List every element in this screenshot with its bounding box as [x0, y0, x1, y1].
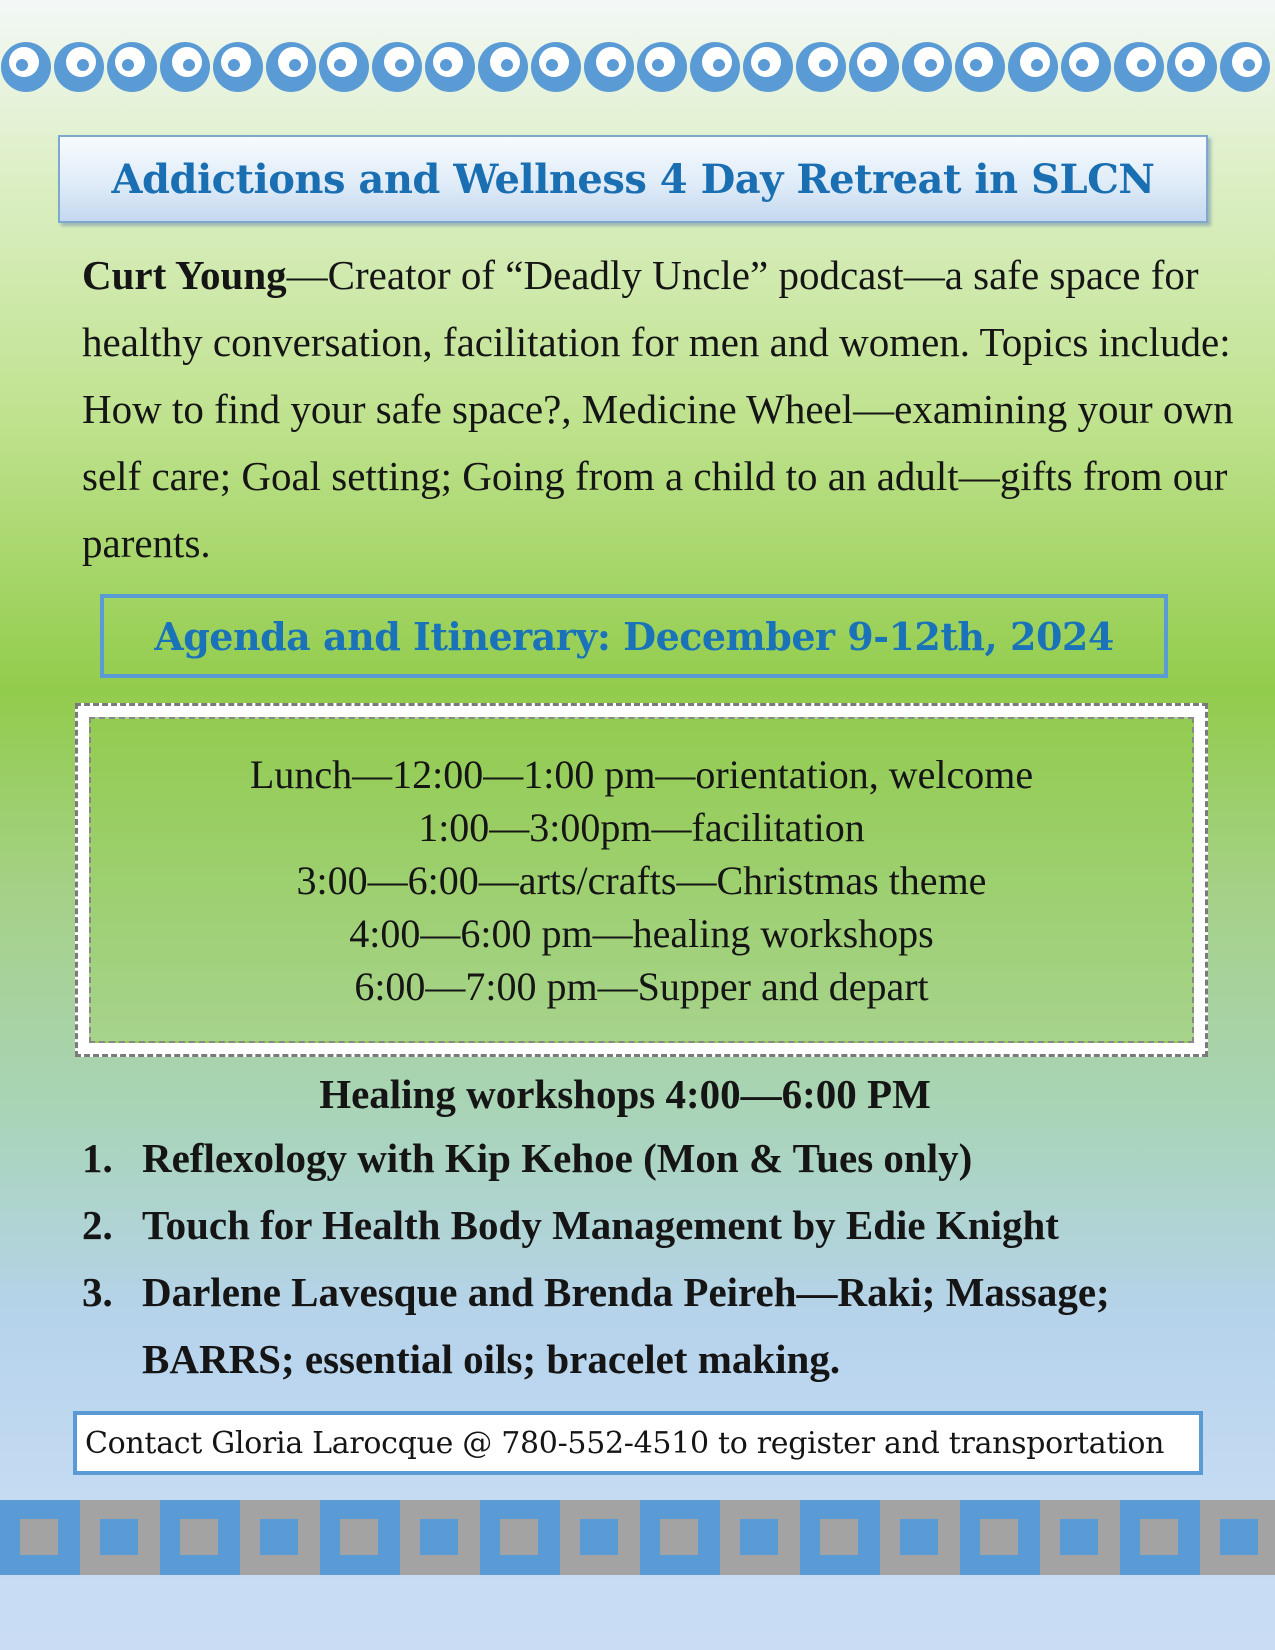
- square-ornament: [240, 1500, 320, 1575]
- square-ornament: [480, 1500, 560, 1575]
- page-title: Addictions and Wellness 4 Day Retreat in SLCN: [111, 155, 1155, 203]
- title-banner: [58, 135, 1208, 223]
- wave-ornament: [1220, 42, 1270, 92]
- wave-ornament: [372, 42, 422, 92]
- wave-ornament: [478, 42, 528, 92]
- schedule-list: [89, 717, 1194, 1043]
- wave-ornament: [213, 42, 263, 92]
- bottom-square-border: [0, 1500, 1275, 1575]
- wave-ornament: [584, 42, 634, 92]
- schedule-item: Lunch—12:00—1:00 pm—orientation, welcome: [249, 751, 1034, 797]
- square-ornament: [160, 1500, 240, 1575]
- list-number: 2.: [82, 1202, 113, 1248]
- wave-ornament: [266, 42, 316, 92]
- contact-text: Contact Gloria Larocque @ 780-552-4510 to register and transportation: [85, 1425, 1165, 1461]
- square-ornament: [400, 1500, 480, 1575]
- list-item: [82, 1192, 1262, 1259]
- square-ornament: [1040, 1500, 1120, 1575]
- wave-ornament: [531, 42, 581, 92]
- workshop-text: Touch for Health Body Management by Edie Knight: [142, 1202, 1059, 1248]
- wave-ornament: [1114, 42, 1164, 92]
- intro-paragraph: [82, 242, 1257, 577]
- top-wave-border: [0, 38, 1275, 96]
- square-ornament: [560, 1500, 640, 1575]
- square-ornament: [640, 1500, 720, 1575]
- square-ornament: [0, 1500, 80, 1575]
- wave-ornament: [1167, 42, 1217, 92]
- square-ornament: [1200, 1500, 1275, 1575]
- wave-ornament: [107, 42, 157, 92]
- square-ornament: [880, 1500, 960, 1575]
- square-ornament: [320, 1500, 400, 1575]
- schedule-item: 3:00—6:00—arts/crafts—Christmas theme: [296, 857, 987, 903]
- square-ornament: [720, 1500, 800, 1575]
- intro-text: —Creator of “Deadly Uncle” podcast—a safe space for healthy conversation, facilitation for men and women. Topics include: How to find your safe space?, Medicine Wheel—examining your own self care; Goal setting; Going from a child to an adult—gifts from our parents.: [82, 252, 1234, 566]
- list-item: [82, 1259, 1262, 1393]
- schedule-box: [75, 703, 1208, 1057]
- workshops-list: [82, 1125, 1262, 1393]
- wave-ornament: [690, 42, 740, 92]
- workshop-text: Darlene Lavesque and Brenda Peireh—Raki; Massage; BARRS; essential oils; bracelet making.: [142, 1269, 1110, 1382]
- wave-ornament: [796, 42, 846, 92]
- schedule-item: 6:00—7:00 pm—Supper and depart: [354, 963, 929, 1009]
- square-ornament: [960, 1500, 1040, 1575]
- wave-ornament: [319, 42, 369, 92]
- wave-ornament: [902, 42, 952, 92]
- list-number: 1.: [82, 1135, 113, 1181]
- wave-ornament: [743, 42, 793, 92]
- square-ornament: [1120, 1500, 1200, 1575]
- wave-ornament: [955, 42, 1005, 92]
- list-number: 3.: [82, 1269, 113, 1315]
- workshop-text: Reflexology with Kip Kehoe (Mon & Tues only): [142, 1135, 973, 1181]
- schedule-item: 1:00—3:00pm—facilitation: [418, 804, 865, 850]
- wave-ornament: [425, 42, 475, 92]
- list-item: [82, 1125, 1262, 1192]
- workshops-title: Healing workshops 4:00—6:00 PM: [319, 1071, 931, 1117]
- agenda-heading: Agenda and Itinerary: December 9-12th, 2024: [154, 613, 1114, 659]
- wave-ornament: [1008, 42, 1058, 92]
- wave-ornament: [637, 42, 687, 92]
- wave-ornament: [1061, 42, 1111, 92]
- wave-ornament: [160, 42, 210, 92]
- wave-ornament: [849, 42, 899, 92]
- schedule-item: 4:00—6:00 pm—healing workshops: [349, 910, 934, 956]
- presenter-name: Curt Young: [82, 252, 287, 298]
- wave-ornament: [54, 42, 104, 92]
- agenda-heading-box: [100, 594, 1168, 678]
- square-ornament: [800, 1500, 880, 1575]
- wave-ornament: [1, 42, 51, 92]
- contact-box: [73, 1411, 1203, 1475]
- square-ornament: [80, 1500, 160, 1575]
